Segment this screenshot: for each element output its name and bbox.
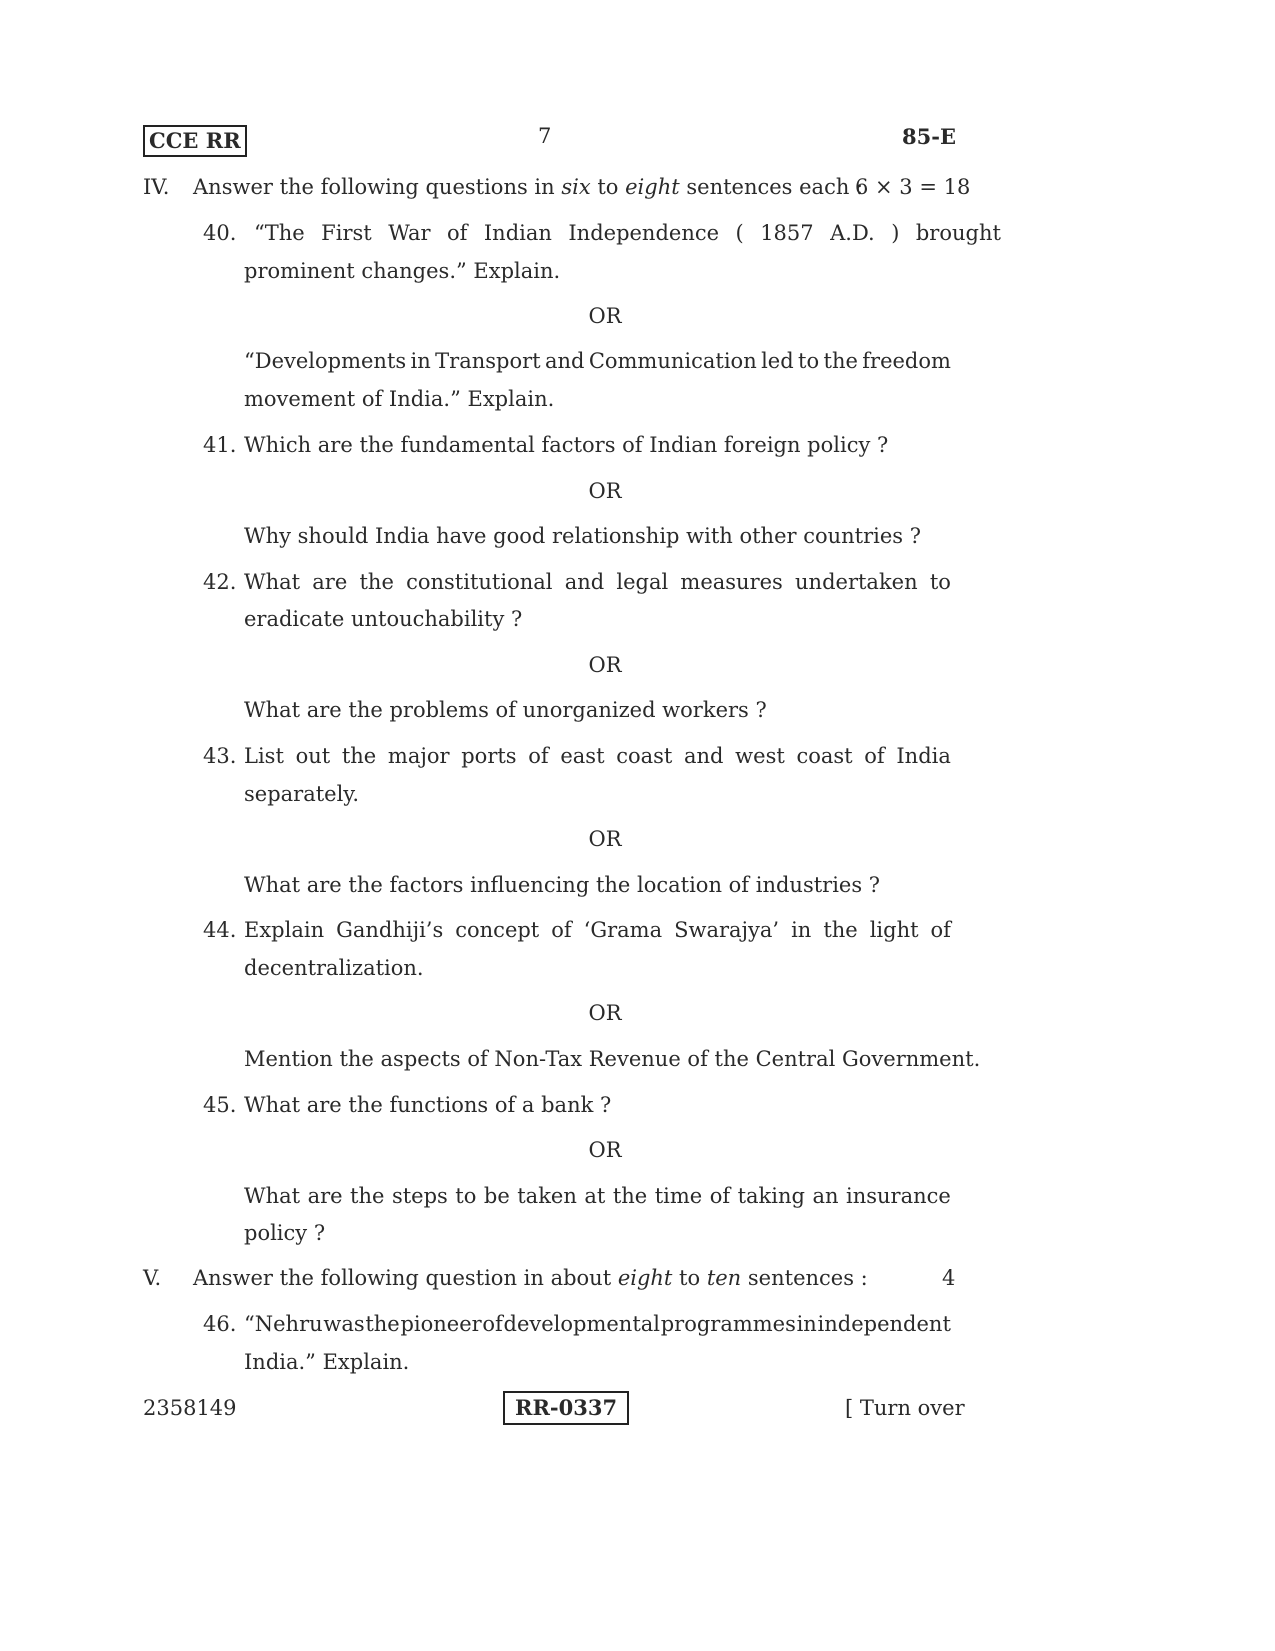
word: legal [616, 570, 669, 594]
word: the [823, 349, 858, 373]
word: programmes [660, 1312, 796, 1336]
word: to [929, 570, 951, 594]
word: ‘Grama [583, 918, 663, 942]
question-45-alt-line-2: policy ? [244, 1221, 326, 1245]
word: steps [391, 1184, 448, 1208]
question-40-line-1 [254, 221, 1001, 245]
word: Indian [483, 221, 552, 245]
or-separator: OR [588, 827, 622, 851]
instruction-text: Answer the following question in about [193, 1266, 618, 1290]
instruction-emphasis: eight [617, 1266, 673, 1290]
question-43-alt-text: What are the factors influencing the location of industries ? [244, 873, 881, 897]
question-43-line-2: separately. [244, 782, 360, 806]
word: A.D. [830, 221, 875, 245]
word: major [387, 744, 450, 768]
word: the [341, 744, 377, 768]
word: constitutional [406, 570, 553, 594]
word: Gandhiji’s [336, 918, 444, 942]
word: of [482, 1312, 503, 1336]
word: insurance [845, 1184, 951, 1208]
question-46-line-1 [244, 1312, 951, 1336]
word: in [796, 1312, 817, 1336]
word: “The [254, 221, 305, 245]
word: to [798, 349, 820, 373]
instruction-emphasis: eight [625, 175, 680, 199]
question-42-line-1 [244, 570, 951, 594]
or-separator: OR [588, 1001, 622, 1025]
question-40-alt-line-2: movement of India.” Explain. [244, 387, 555, 411]
word: of [446, 221, 468, 245]
word: ( [735, 221, 744, 245]
footer-series-code: RR-0337 [503, 1391, 629, 1425]
or-separator: OR [588, 479, 622, 503]
word: was [323, 1312, 365, 1336]
word: independent [817, 1312, 951, 1336]
question-number: 43. [203, 744, 237, 768]
word: at [584, 1184, 606, 1208]
question-43-line-1 [244, 744, 951, 768]
word: undertaken [795, 570, 918, 594]
word: are [312, 570, 348, 594]
word: First [321, 221, 372, 245]
or-separator: OR [588, 304, 622, 328]
question-44-line-2: decentralization. [244, 956, 424, 980]
word: time [654, 1184, 703, 1208]
word: coast [796, 744, 853, 768]
word: are [307, 1184, 343, 1208]
section-v-roman: V. [143, 1266, 162, 1290]
word: the [365, 1312, 400, 1336]
word: Communication [588, 349, 757, 373]
word: List [244, 744, 284, 768]
question-number: 45. [203, 1093, 237, 1117]
word: in [791, 918, 812, 942]
word: the [350, 1184, 385, 1208]
word: out [295, 744, 331, 768]
word: Independence [568, 221, 720, 245]
section-v-marks: 4 [942, 1266, 956, 1290]
word: “Developments [244, 349, 407, 373]
page-number: 7 [538, 124, 552, 148]
word: concept [455, 918, 540, 942]
or-separator: OR [588, 1138, 622, 1162]
word: the [612, 1184, 648, 1208]
exam-series-label: CCE RR [143, 125, 247, 157]
question-45-alt-line-1 [244, 1184, 951, 1208]
word: and [564, 570, 605, 594]
question-42-alt-text: What are the problems of unorganized workers ? [244, 698, 767, 722]
word: ) [891, 221, 900, 245]
word: and [684, 744, 724, 768]
section-iv-instruction [193, 175, 863, 199]
question-number: 44. [203, 918, 237, 942]
question-40-alt-line-1 [244, 349, 951, 373]
section-v-instruction [193, 1266, 868, 1290]
word: in [410, 349, 431, 373]
word: of [864, 744, 885, 768]
word: 1857 [760, 221, 814, 245]
word: the [359, 570, 394, 594]
question-number: 40. [203, 221, 237, 245]
question-number: 41. [203, 433, 237, 457]
question-41-text: Which are the fundamental factors of Indian foreign policy ? [244, 433, 889, 457]
word: led [761, 349, 794, 373]
instruction-text: sentences each : [679, 175, 864, 199]
word: an [812, 1184, 839, 1208]
question-41-alt-text: Why should India have good relationship with other countries ? [244, 524, 922, 548]
word: taken [517, 1184, 577, 1208]
word: east [560, 744, 605, 768]
word: developmental [503, 1312, 661, 1336]
word: and [544, 349, 585, 373]
word: coast [616, 744, 673, 768]
word: Transport [435, 349, 541, 373]
word: west [735, 744, 785, 768]
section-iv-marks: 6 × 3 = 18 [855, 175, 971, 199]
question-number: 42. [203, 570, 237, 594]
word: What [244, 1184, 301, 1208]
word: measures [680, 570, 783, 594]
word: War [388, 221, 431, 245]
word: taking [737, 1184, 805, 1208]
word: be [483, 1184, 510, 1208]
word: What [244, 570, 301, 594]
word: ports [461, 744, 517, 768]
section-iv-roman: IV. [143, 175, 170, 199]
word: light [869, 918, 919, 942]
instruction-text: sentences : [741, 1266, 868, 1290]
word: to [455, 1184, 477, 1208]
question-number: 46. [203, 1312, 237, 1336]
question-40-line-2: prominent changes.” Explain. [244, 259, 561, 283]
instruction-text: to [590, 175, 626, 199]
question-45-text: What are the functions of a bank ? [244, 1093, 612, 1117]
word: of [528, 744, 549, 768]
question-46-line-2: India.” Explain. [244, 1350, 410, 1374]
question-44-line-1 [244, 918, 951, 942]
word: brought [915, 221, 1001, 245]
or-separator: OR [588, 653, 622, 677]
paper-code: 85-E [902, 124, 956, 149]
question-44-alt-text: Mention the aspects of Non-Tax Revenue of the Central Government. [244, 1047, 981, 1071]
word: of [930, 918, 951, 942]
turn-over-note: [ Turn over [845, 1396, 965, 1420]
instruction-emphasis: ten [706, 1266, 742, 1290]
word: India [896, 744, 951, 768]
word: Explain [244, 918, 325, 942]
instruction-emphasis: six [561, 175, 591, 199]
word: Swarajya’ [674, 918, 780, 942]
question-42-line-2: eradicate untouchability ? [244, 607, 523, 631]
word: of [709, 1184, 731, 1208]
instruction-text: Answer the following questions in [193, 175, 562, 199]
footer-serial-number: 2358149 [143, 1396, 237, 1420]
word: of [551, 918, 572, 942]
word: the [823, 918, 858, 942]
word: pioneer [400, 1312, 482, 1336]
instruction-text: to [672, 1266, 707, 1290]
word: “Nehru [244, 1312, 323, 1336]
word: freedom [862, 349, 951, 373]
